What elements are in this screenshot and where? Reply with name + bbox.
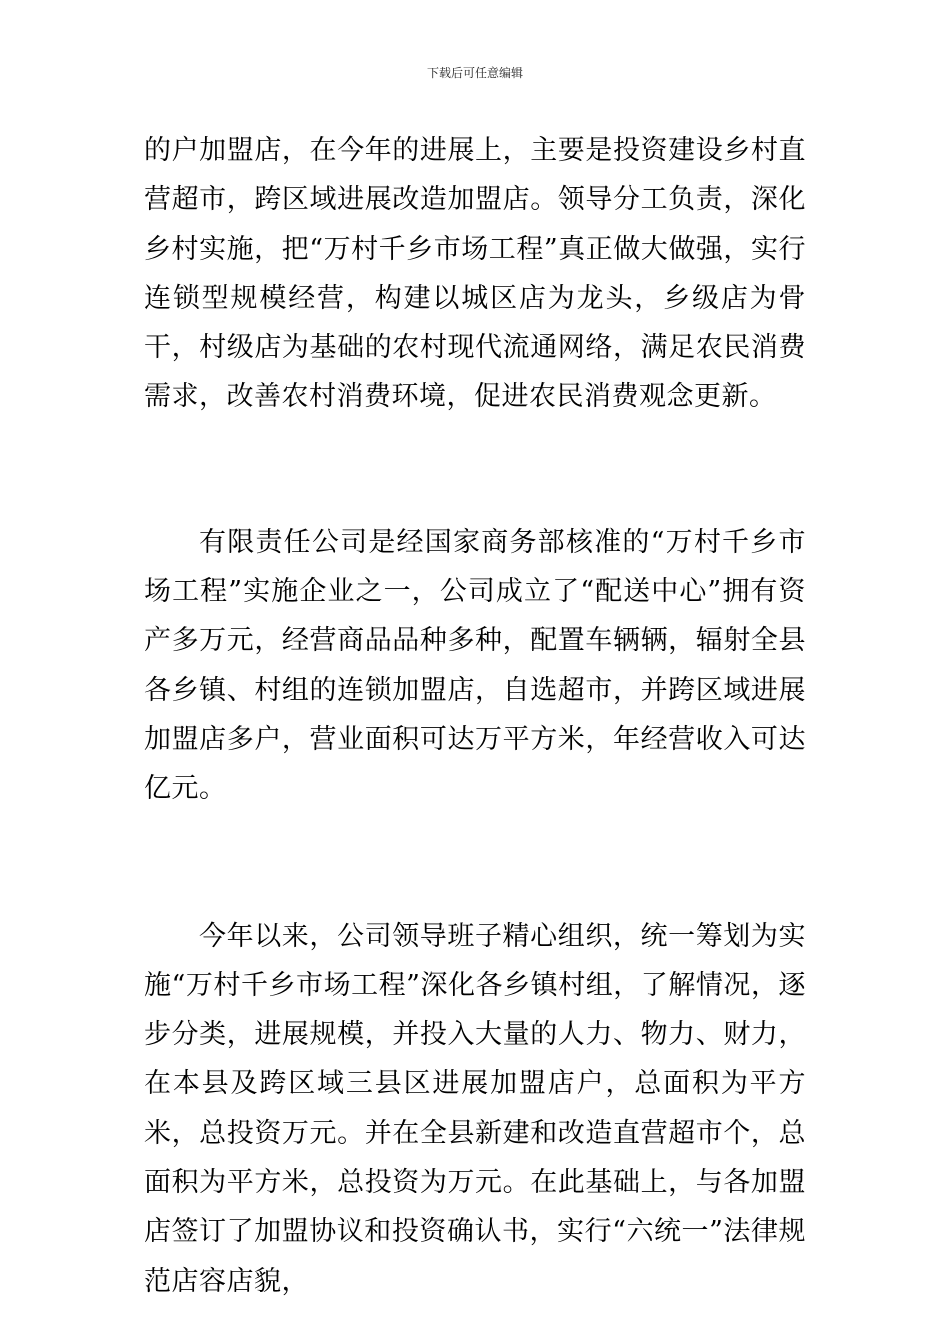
paragraph-2: 有限责任公司是经国家商务部核准的“万村千乡市场工程”实施企业之一，公司成立了“配送中心”拥有资产多万元，经营商品品种多种，配置车辆辆，辐射全县各乡镇、村组的连锁加盟店，自选超市，并跨区域进展加盟店多户，营业面积可达万平方米，年经营收入可达亿元。 [144,526,806,805]
document-body [144,126,806,1306]
paragraph-3: 今年以来，公司领导班子精心组织，统一筹划为实施“万村千乡市场工程”深化各乡镇村组，了解情况，逐步分类，进展规模，并投入大量的人力、物力、财力，在本县及跨区域三县区进展加盟店户，总面积为平方米，总投资万元。并在全县新建和改造直营超市个，总面积为平方米，总投资为万元。在此基础上，与各加盟店签订了加盟协议和投资确认书，实行“六统一”法律规范店容店貌， [144,920,806,1297]
paragraph-1: 的户加盟店，在今年的进展上，主要是投资建设乡村直营超市，跨区域进展改造加盟店。领导分工负责，深化乡村实施，把“万村千乡市场工程”真正做大做强，实行连锁型规模经营，构建以城区店为龙头，乡级店为骨干，村级店为基础的农村现代流通网络，满足农民消费需求，改善农村消费环境，促进农民消费观念更新。 [144,135,806,413]
page-header-note: 下载后可任意编辑 [426,66,523,80]
